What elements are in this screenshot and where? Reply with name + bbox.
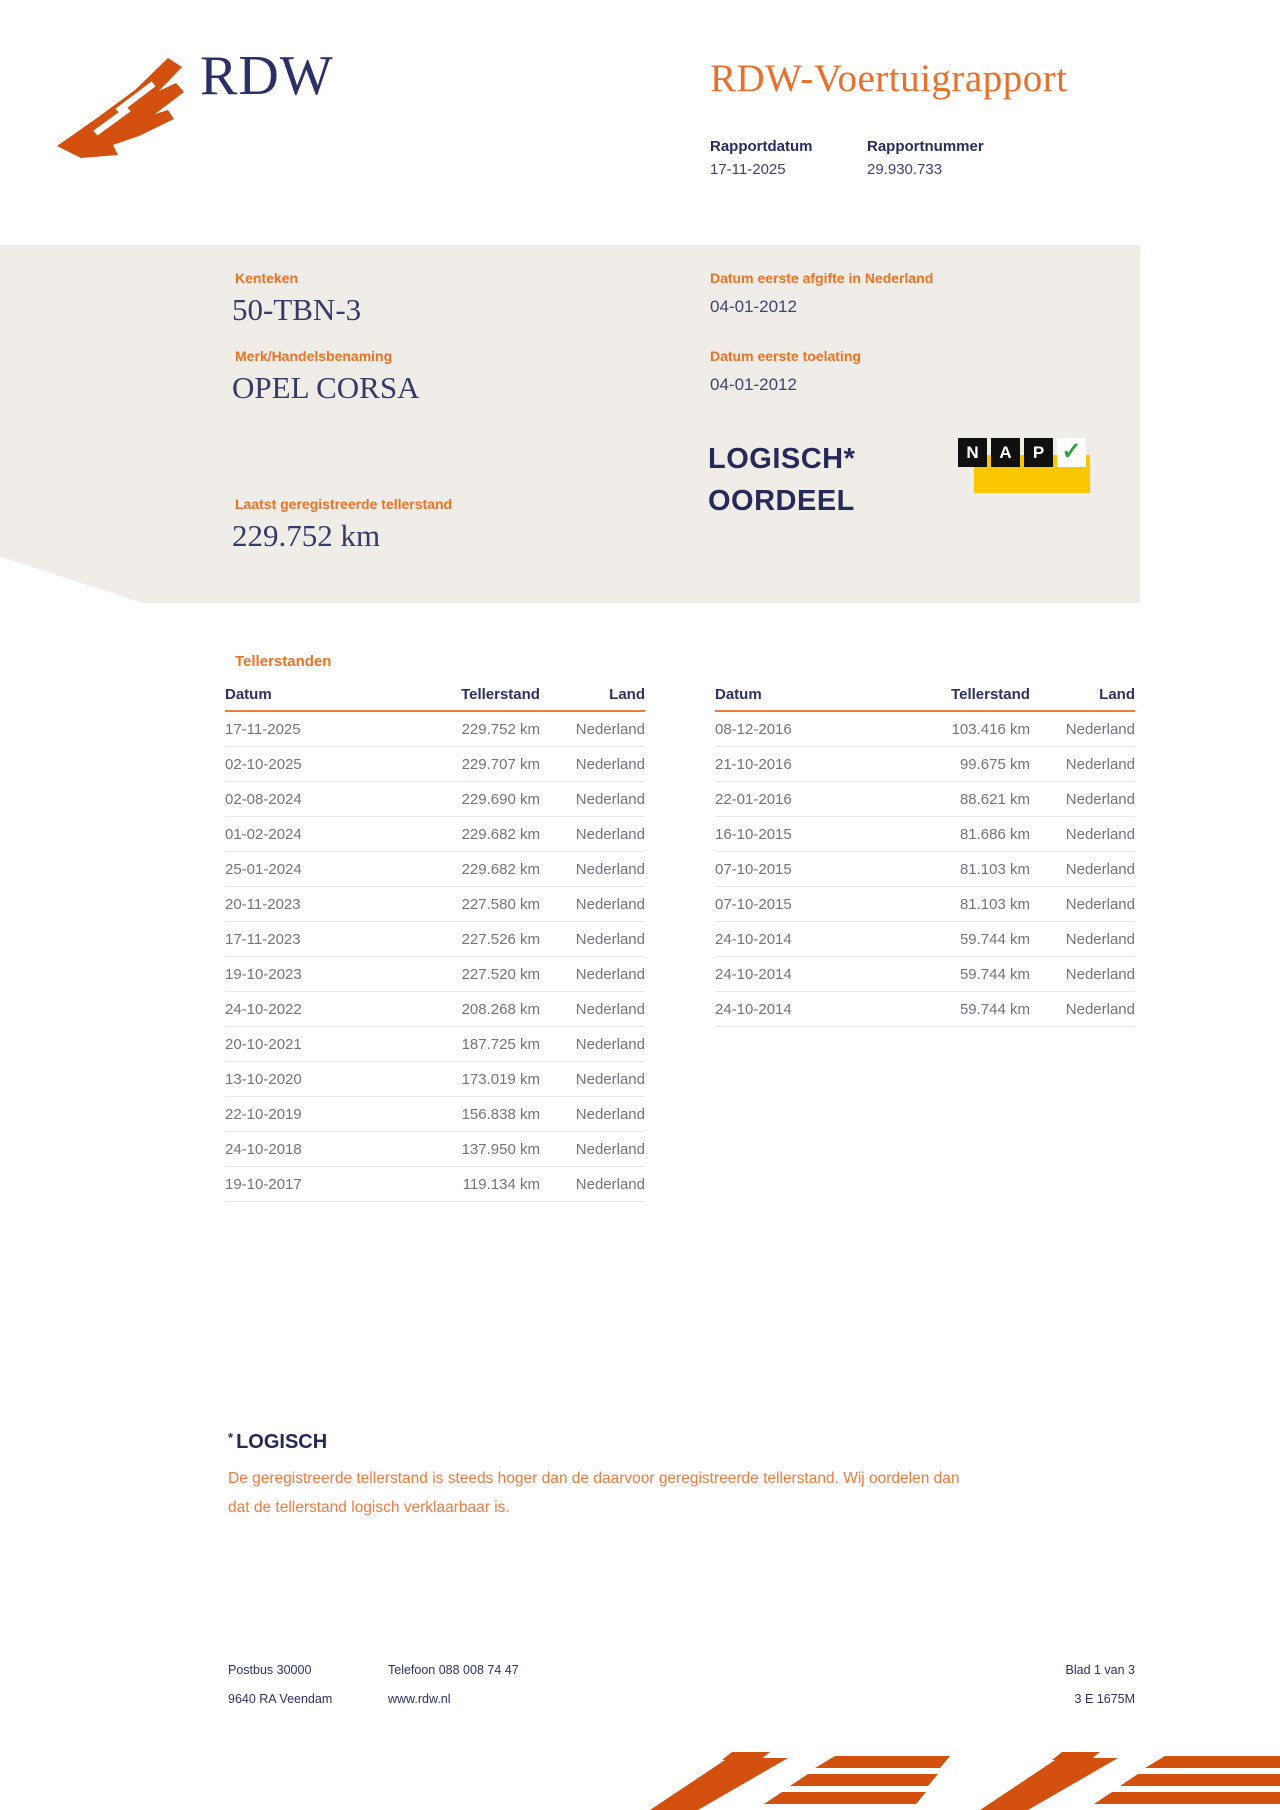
cell-land: Nederland [1030, 747, 1135, 782]
footer-decoration-icon [620, 1752, 1280, 1810]
kenteken-label: Kenteken [235, 270, 299, 286]
cell-tellerstand: 227.580 km [385, 887, 540, 922]
table-row [225, 957, 645, 992]
cell-tellerstand: 103.416 km [875, 711, 1030, 747]
laatste-tellerstand-label: Laatst geregistreerde tellerstand [235, 496, 453, 512]
cell-land: Nederland [540, 1062, 645, 1097]
footnote-asterisk: * [228, 1430, 234, 1445]
cell-tellerstand: 173.019 km [385, 1062, 540, 1097]
cell-tellerstand: 81.103 km [875, 887, 1030, 922]
cell-datum: 01-02-2024 [225, 817, 385, 852]
cell-land: Nederland [1030, 852, 1135, 887]
footer-postbus: Postbus 30000 [228, 1663, 312, 1677]
table-row [225, 747, 645, 782]
table-row [715, 922, 1135, 957]
table-row [715, 747, 1135, 782]
cell-datum: 02-08-2024 [225, 782, 385, 817]
cell-datum: 13-10-2020 [225, 1062, 385, 1097]
table-row [225, 1097, 645, 1132]
oordeel-line1: LOGISCH* [708, 443, 856, 475]
cell-datum: 22-10-2019 [225, 1097, 385, 1132]
toelating-label: Datum eerste toelating [710, 348, 861, 364]
table-row [715, 887, 1135, 922]
footnote-line1: De geregistreerde tellerstand is steeds hoger dan de daarvoor geregistreerde tellerstand. Wij oordelen dan [228, 1470, 960, 1487]
cell-tellerstand: 81.686 km [875, 817, 1030, 852]
table-row [225, 782, 645, 817]
footnote-title-text: LOGISCH [236, 1431, 328, 1453]
cell-datum: 24-10-2014 [715, 957, 875, 992]
cell-datum: 24-10-2014 [715, 922, 875, 957]
cell-tellerstand: 229.682 km [385, 852, 540, 887]
cell-land: Nederland [540, 922, 645, 957]
table-row [225, 1027, 645, 1062]
cell-land: Nederland [1030, 782, 1135, 817]
table-header-row [715, 686, 1135, 711]
cell-datum: 07-10-2015 [715, 852, 875, 887]
cell-tellerstand: 59.744 km [875, 922, 1030, 957]
cell-land: Nederland [540, 782, 645, 817]
cell-land: Nederland [540, 1097, 645, 1132]
rdw-wordmark: RDW [200, 45, 334, 107]
cell-land: Nederland [1030, 957, 1135, 992]
footer-page-number: Blad 1 van 3 [1065, 1663, 1135, 1677]
table-row [225, 887, 645, 922]
cell-land: Nederland [1030, 922, 1135, 957]
cell-land: Nederland [540, 852, 645, 887]
laatste-tellerstand-value: 229.752 km [232, 518, 381, 553]
cell-tellerstand: 227.526 km [385, 922, 540, 957]
nap-letter-a: A [991, 438, 1020, 467]
nap-logo [958, 438, 1094, 494]
table-row [715, 817, 1135, 852]
cell-land: Nederland [540, 1027, 645, 1062]
cell-land: Nederland [1030, 992, 1135, 1027]
cell-tellerstand: 137.950 km [385, 1132, 540, 1167]
cell-tellerstand: 187.725 km [385, 1027, 540, 1062]
report-number-value: 29.930.733 [867, 161, 943, 178]
table-row [225, 817, 645, 852]
kenteken-value: 50-TBN-3 [232, 292, 362, 327]
cell-datum: 16-10-2015 [715, 817, 875, 852]
cell-tellerstand: 119.134 km [385, 1167, 540, 1202]
cell-tellerstand: 227.520 km [385, 957, 540, 992]
cell-datum: 17-11-2025 [225, 711, 385, 747]
vehicle-summary-panel [0, 245, 1140, 603]
logisch-footnote-title [228, 1430, 327, 1454]
tellerstanden-section-title: Tellerstanden [235, 653, 332, 670]
tellerstanden-table-right [715, 686, 1135, 1027]
cell-datum: 22-01-2016 [715, 782, 875, 817]
cell-tellerstand: 81.103 km [875, 852, 1030, 887]
cell-land: Nederland [540, 957, 645, 992]
report-number-label: Rapportnummer [867, 138, 984, 155]
cell-land: Nederland [540, 1132, 645, 1167]
oordeel-line2: OORDEEL [708, 485, 855, 517]
report-date-value: 17-11-2025 [710, 161, 786, 178]
table-row [225, 922, 645, 957]
table-row [715, 711, 1135, 747]
cell-datum: 24-10-2018 [225, 1132, 385, 1167]
cell-tellerstand: 229.682 km [385, 817, 540, 852]
merk-label: Merk/Handelsbenaming [235, 348, 393, 364]
cell-land: Nederland [540, 817, 645, 852]
report-date-label: Rapportdatum [710, 138, 813, 155]
footnote-line2: dat de tellerstand logisch verklaarbaar is. [228, 1499, 510, 1516]
toelating-value: 04-01-2012 [710, 375, 797, 394]
cell-datum: 25-01-2024 [225, 852, 385, 887]
nap-letter-n: N [958, 438, 987, 467]
cell-tellerstand: 208.268 km [385, 992, 540, 1027]
cell-datum: 02-10-2025 [225, 747, 385, 782]
footer-contact [388, 1656, 519, 1714]
tellerstanden-table-left [225, 686, 645, 1202]
afgifte-label: Datum eerste afgifte in Nederland [710, 270, 934, 286]
page-title: RDW-Voertuigrapport [710, 57, 1068, 100]
footer-form-code: 3 E 1675M [1074, 1692, 1135, 1706]
cell-datum: 24-10-2022 [225, 992, 385, 1027]
cell-land: Nederland [1030, 711, 1135, 747]
cell-datum: 07-10-2015 [715, 887, 875, 922]
cell-datum: 19-10-2017 [225, 1167, 385, 1202]
cell-datum: 08-12-2016 [715, 711, 875, 747]
afgifte-value: 04-01-2012 [710, 297, 797, 316]
cell-datum: 20-11-2023 [225, 887, 385, 922]
cell-tellerstand: 229.752 km [385, 711, 540, 747]
column-header-datum: Datum [715, 686, 875, 711]
column-header-land: Land [540, 686, 645, 711]
table-row [225, 711, 645, 747]
table-row [715, 992, 1135, 1027]
table-header-row [225, 686, 645, 711]
table-row [715, 852, 1135, 887]
table-row [715, 782, 1135, 817]
column-header-tellerstand: Tellerstand [875, 686, 1030, 711]
cell-datum: 21-10-2016 [715, 747, 875, 782]
footer-address [228, 1656, 332, 1714]
footer-website-link[interactable]: www.rdw.nl [388, 1692, 451, 1706]
cell-land: Nederland [540, 887, 645, 922]
footer-city: 9640 RA Veendam [228, 1692, 333, 1706]
cell-land: Nederland [1030, 887, 1135, 922]
cell-datum: 24-10-2014 [715, 992, 875, 1027]
footer-page-info [935, 1656, 1135, 1714]
table-row [225, 1167, 645, 1202]
oordeel-heading [708, 438, 855, 522]
cell-tellerstand: 229.690 km [385, 782, 540, 817]
cell-land: Nederland [540, 711, 645, 747]
merk-value: OPEL CORSA [232, 370, 420, 405]
column-header-tellerstand: Tellerstand [385, 686, 540, 711]
cell-land: Nederland [540, 1167, 645, 1202]
nap-letter-p: P [1024, 438, 1053, 467]
cell-tellerstand: 99.675 km [875, 747, 1030, 782]
cell-tellerstand: 59.744 km [875, 992, 1030, 1027]
rdw-logo-icon [55, 46, 195, 164]
table-row [225, 1132, 645, 1167]
cell-land: Nederland [540, 992, 645, 1027]
nap-check-icon: ✓ [1057, 438, 1086, 467]
cell-datum: 17-11-2023 [225, 922, 385, 957]
footer-phone: Telefoon 088 008 74 47 [388, 1663, 519, 1677]
column-header-land: Land [1030, 686, 1135, 711]
cell-tellerstand: 229.707 km [385, 747, 540, 782]
table-row [715, 957, 1135, 992]
table-row [225, 852, 645, 887]
cell-datum: 19-10-2023 [225, 957, 385, 992]
cell-tellerstand: 59.744 km [875, 957, 1030, 992]
cell-land: Nederland [540, 747, 645, 782]
cell-land: Nederland [1030, 817, 1135, 852]
table-row [225, 1062, 645, 1097]
table-row [225, 992, 645, 1027]
column-header-datum: Datum [225, 686, 385, 711]
cell-datum: 20-10-2021 [225, 1027, 385, 1062]
logisch-footnote-text [228, 1464, 960, 1522]
cell-tellerstand: 88.621 km [875, 782, 1030, 817]
cell-tellerstand: 156.838 km [385, 1097, 540, 1132]
